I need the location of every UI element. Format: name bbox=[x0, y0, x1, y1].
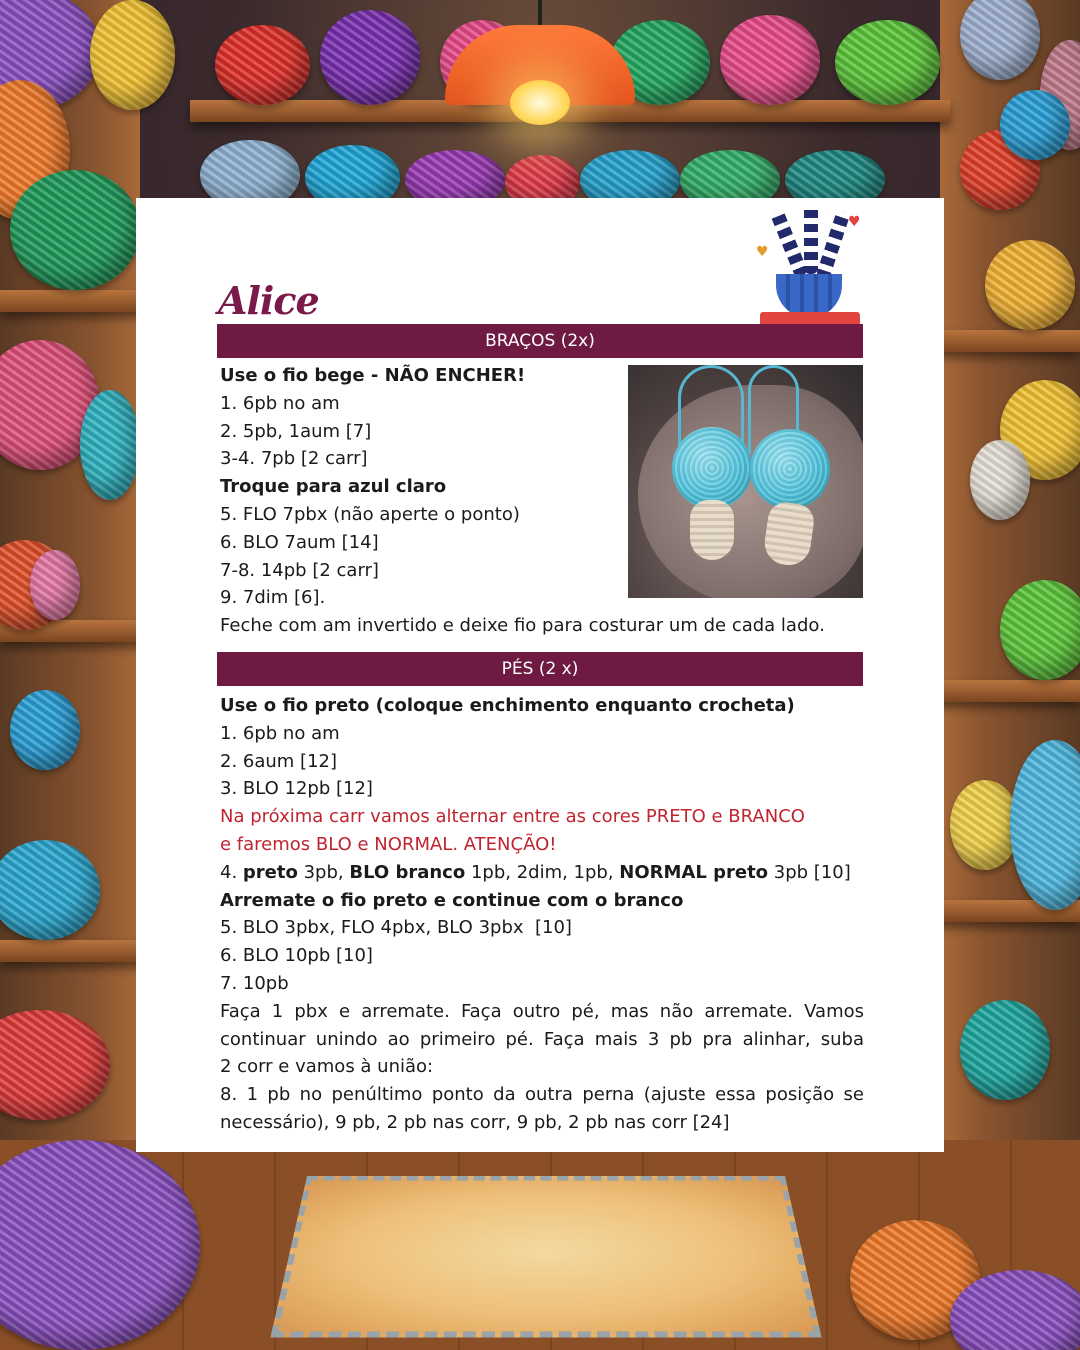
instruction-line: Faça 1 pbx e arremate. Faça outro pé, mas não arremate. Vamos bbox=[220, 1000, 864, 1022]
heart-icon: ♥ bbox=[848, 214, 861, 230]
warning-line: Na próxima carr vamos alternar entre as cores PRETO e BRANCO bbox=[220, 806, 805, 828]
instruction-line: Feche com am invertido e deixe fio para costurar um de cada lado. bbox=[220, 615, 825, 637]
instruction-line: 1. 6pb no am bbox=[220, 392, 340, 414]
yarn-ball bbox=[1000, 580, 1080, 680]
yarn-ball bbox=[835, 20, 940, 105]
yarn-ball bbox=[720, 15, 820, 105]
instruction-line: 2. 6aum [12] bbox=[220, 750, 337, 772]
right-shelf bbox=[930, 680, 1080, 702]
yarn-ball bbox=[90, 0, 175, 110]
yarn-ball bbox=[985, 240, 1075, 330]
rug bbox=[270, 1176, 821, 1338]
instruction-line bbox=[220, 859, 864, 887]
yarn-ball bbox=[80, 390, 140, 500]
stitch-text: 3pb, bbox=[297, 861, 350, 883]
warning-line: e faremos BLO e NORMAL. ATENÇÃO! bbox=[220, 833, 557, 855]
section-header-arms: BRAÇOS (2x) bbox=[217, 324, 863, 358]
instruction-line: Use o fio bege - NÃO ENCHER! bbox=[220, 365, 526, 386]
yarn-ball bbox=[30, 550, 80, 620]
left-shelf bbox=[0, 290, 150, 312]
instruction-line: Arremate o fio preto e continue com o branco bbox=[220, 889, 684, 911]
section-header-feet: PÉS (2 x) bbox=[217, 652, 863, 686]
instruction-line: 6. BLO 10pb [10] bbox=[220, 945, 373, 967]
crochet-arms-photo bbox=[628, 365, 863, 598]
instruction-line: 1. 6pb no am bbox=[220, 722, 340, 744]
instruction-line: 7-8. 14pb [2 carr] bbox=[220, 559, 379, 581]
left-shelf bbox=[0, 940, 150, 962]
instruction-line: 2. 5pb, 1aum [7] bbox=[220, 420, 372, 442]
feet-instructions bbox=[220, 692, 864, 1137]
instruction-line: 8. 1 pb no penúltimo ponto da outra perna (ajuste essa posição se bbox=[220, 1084, 864, 1106]
yarn-ball bbox=[960, 1000, 1050, 1100]
yarn-ball bbox=[10, 170, 140, 290]
round-number: 4. bbox=[220, 861, 238, 883]
color-label: preto bbox=[242, 861, 298, 883]
yarn-ball bbox=[1000, 90, 1070, 160]
stitch-text: 3pb [10] bbox=[768, 861, 851, 883]
instruction-line: Troque para azul claro bbox=[220, 476, 447, 498]
stitch-text: 1pb, 2dim, 1pb, bbox=[465, 861, 620, 883]
instruction-line: 5. BLO 3pbx, FLO 4pbx, BLO 3pbx [10] bbox=[220, 917, 572, 939]
instruction-line: Use o fio preto (coloque enchimento enquanto crocheta) bbox=[220, 695, 795, 716]
color-label: BLO branco bbox=[349, 861, 466, 883]
right-shelf bbox=[930, 330, 1080, 352]
yarn-ball bbox=[10, 690, 80, 770]
ceiling-lamp bbox=[445, 0, 635, 130]
instruction-line: necessário), 9 pb, 2 pb nas corr, 9 pb, 2 pb nas corr [24] bbox=[220, 1111, 730, 1133]
instruction-line: 3-4. 7pb [2 carr] bbox=[220, 448, 368, 470]
instruction-line: 3. BLO 12pb [12] bbox=[220, 778, 373, 800]
instruction-line: 5. FLO 7pbx (não aperte o ponto) bbox=[220, 503, 520, 525]
instruction-line: 7. 10pb bbox=[220, 972, 289, 994]
instruction-line: 6. BLO 7aum [14] bbox=[220, 531, 379, 553]
instruction-line: continuar unindo ao primeiro pé. Faça mais 3 pb pra alinhar, suba bbox=[220, 1028, 864, 1050]
pattern-card bbox=[136, 198, 944, 1152]
yarn-ball bbox=[215, 25, 310, 105]
instruction-line: 2 corr e vamos à união: bbox=[220, 1056, 434, 1078]
heart-icon: ♥ bbox=[756, 244, 769, 260]
color-label: NORMAL preto bbox=[619, 861, 769, 883]
alice-legs-decoration-icon bbox=[748, 204, 868, 334]
yarn-ball bbox=[970, 440, 1030, 520]
pattern-title: Alice bbox=[218, 278, 319, 323]
yarn-ball bbox=[320, 10, 420, 105]
instruction-line: 9. 7dim [6]. bbox=[220, 587, 326, 609]
